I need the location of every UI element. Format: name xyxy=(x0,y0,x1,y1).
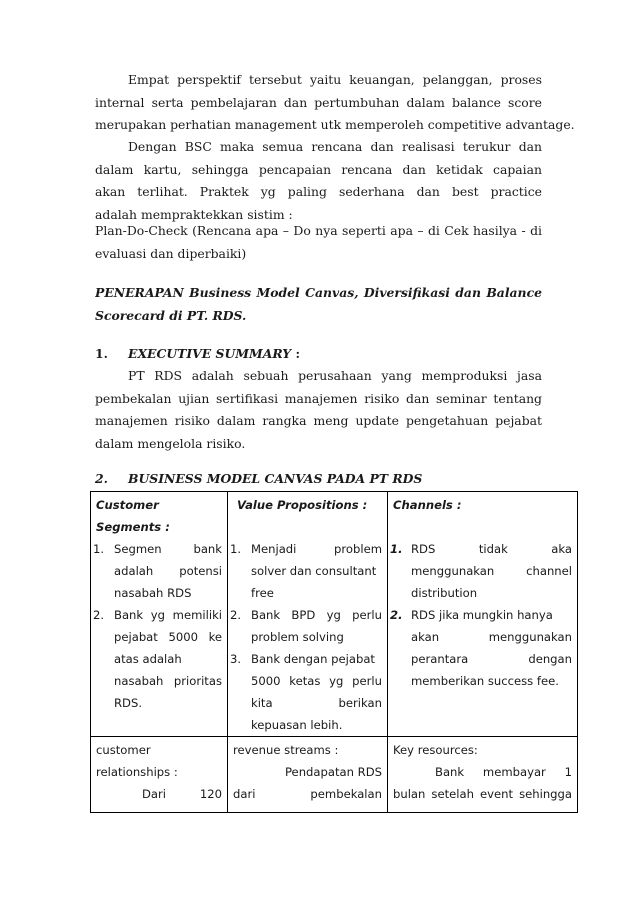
item-line: nasabah RDS xyxy=(114,586,192,600)
list-number: 1. xyxy=(93,542,105,556)
section-2-title xyxy=(95,471,422,486)
spacer xyxy=(233,516,382,538)
item-line: problem solving xyxy=(251,630,344,644)
item-line: nasabah prioritas xyxy=(114,674,222,688)
list-number: 2. xyxy=(93,608,105,622)
item-line: Bank dengan pejabat xyxy=(251,652,375,666)
text-line: Empat perspektif tersebut yaitu keuangan, pelanggan, proses xyxy=(128,72,542,87)
cell-header: Channels : xyxy=(393,498,462,512)
list-number: 2. xyxy=(230,608,242,622)
document-heading xyxy=(95,282,542,327)
section-colon: : xyxy=(291,346,301,361)
table-row xyxy=(91,492,578,737)
item-line: pejabat 5000 ke xyxy=(114,630,222,644)
heading-line: PENERAPAN Business Model Canvas, Diversifikasi dan Balance xyxy=(95,285,542,300)
item-line: distribution xyxy=(411,586,478,600)
item-line: Menjadi problem xyxy=(251,542,382,556)
cell-header: Segments : xyxy=(96,520,170,534)
item-line: perantara dengan xyxy=(411,652,572,666)
cell-line: Dari 120 xyxy=(142,787,222,801)
section-title: BUSINESS MODEL CANVAS PADA PT RDS xyxy=(128,471,423,486)
section-number: 2. xyxy=(95,471,108,486)
list-number: 2. xyxy=(390,608,403,622)
list-item xyxy=(230,538,382,604)
cell-line: Pendapatan RDS xyxy=(284,765,382,779)
item-line: Segmen bank xyxy=(114,542,222,556)
heading-line: Scorecard di PT. RDS. xyxy=(95,307,247,323)
paragraph-perspektif xyxy=(95,69,575,137)
list-item xyxy=(230,648,382,736)
cell-revenue-streams xyxy=(228,737,388,813)
item-line: atas adalah xyxy=(114,652,182,666)
text-line: manajemen risiko dalam rangka meng update pengetahuan pejabat xyxy=(95,413,542,429)
cell-channels xyxy=(388,492,578,737)
item-line: free xyxy=(251,586,274,600)
item-line: kepuasan lebih. xyxy=(251,718,343,732)
section-1-title xyxy=(95,346,300,361)
list-item xyxy=(390,604,572,692)
table-row xyxy=(91,737,578,813)
item-line: Bank BPD yg perlu xyxy=(251,608,382,622)
text-line: adalah mempraktekkan sistim : xyxy=(95,206,293,222)
text-line: PT RDS adalah sebuah perusahaan yang memproduksi jasa xyxy=(128,368,542,383)
item-line: adalah potensi xyxy=(114,564,222,578)
text-line: Dengan BSC maka semua rencana dan realisasi terukur dan xyxy=(128,139,542,154)
list-item xyxy=(93,604,222,714)
paragraph-pdc xyxy=(95,220,542,265)
list-number: 1. xyxy=(230,542,242,556)
cell-line: revenue streams : xyxy=(233,743,339,757)
spacer xyxy=(393,516,572,538)
cell-customer-relationships xyxy=(91,737,228,813)
text-line: internal serta pembelajaran dan pertumbuhan dalam balance score xyxy=(95,94,542,110)
business-model-canvas-table xyxy=(90,491,578,813)
list-item xyxy=(230,604,382,648)
item-line: RDS. xyxy=(114,696,143,710)
text-line: merupakan perhatian management utk memperoleh competitive advantage. xyxy=(95,117,575,133)
cell-key-resources xyxy=(388,737,578,813)
paragraph-executive-summary xyxy=(95,365,542,455)
cell-line: dari pembekalan xyxy=(233,787,382,801)
text-line: evaluasi dan diperbaiki) xyxy=(95,245,247,261)
item-line: 5000 ketas yg perlu xyxy=(251,674,382,688)
list-number: 1. xyxy=(390,542,403,556)
text-line: dalam mengelola risiko. xyxy=(95,435,246,451)
item-line: RDS tidak aka xyxy=(411,542,572,556)
item-line: Bank yg memiliki xyxy=(114,608,222,622)
text-line: akan terlihat. Praktek yg paling sederhana dan best practice xyxy=(95,184,542,200)
list-item xyxy=(390,538,572,604)
item-line: kita berikan xyxy=(251,696,382,710)
text-line: dalam kartu, sehingga pencapaian rencana dan ketidak capaian xyxy=(95,161,542,177)
cell-line: Key resources: xyxy=(393,743,478,757)
item-line: menggunakan channel xyxy=(411,564,572,578)
item-line: memberikan success fee. xyxy=(411,674,559,688)
list-number: 3. xyxy=(230,652,242,666)
list-item xyxy=(93,538,222,604)
cell-header: Customer xyxy=(96,498,159,512)
item-line: solver dan consultant xyxy=(251,564,377,578)
item-line: akan menggunakan xyxy=(411,630,572,644)
item-line: RDS jika mungkin hanya xyxy=(411,608,553,622)
section-title: EXECUTIVE SUMMARY xyxy=(128,346,292,361)
cell-header: Value Propositions : xyxy=(237,498,368,512)
cell-value-propositions xyxy=(228,492,388,737)
cell-line: customer xyxy=(96,743,151,757)
cell-line: Bank membayar 1 xyxy=(435,765,572,779)
cell-line: bulan setelah event sehingga xyxy=(393,787,572,801)
section-number: 1. xyxy=(95,346,108,361)
text-line: Plan-Do-Check (Rencana apa – Do nya seperti apa – di Cek hasilya - di xyxy=(95,223,542,238)
cell-line: relationships : xyxy=(96,765,178,779)
paragraph-bsc xyxy=(95,136,542,226)
cell-customer-segments xyxy=(91,492,228,737)
text-line: pembekalan ujian sertifikasi manajemen risiko dan seminar tentang xyxy=(95,390,542,406)
